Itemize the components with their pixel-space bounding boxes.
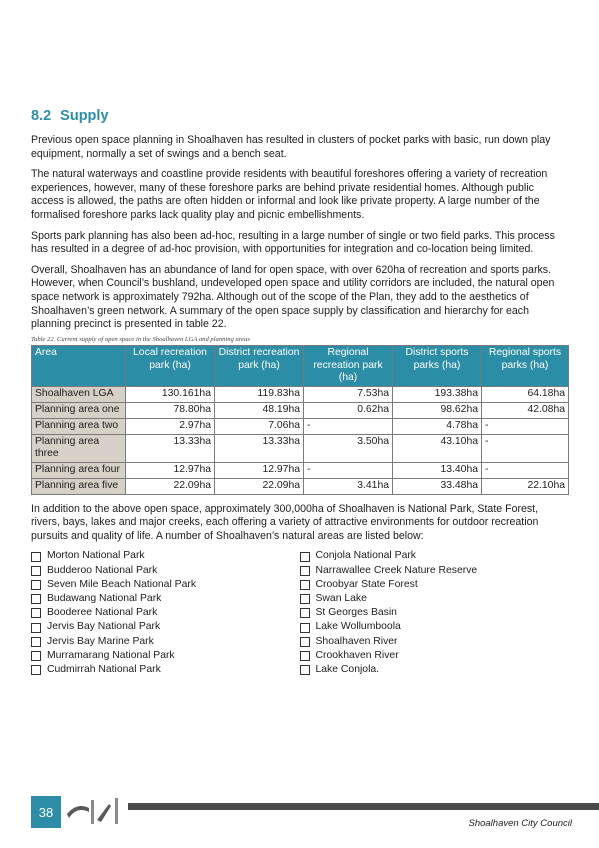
table-cell: 130.161ha <box>126 387 215 403</box>
table-row <box>32 418 569 434</box>
checkbox-icon <box>300 651 310 661</box>
table-cell: 3.50ha <box>304 434 393 463</box>
checkbox-icon <box>31 623 41 633</box>
checkbox-icon <box>300 580 310 590</box>
table-cell: 78.80ha <box>126 402 215 418</box>
table-row <box>32 434 569 463</box>
list-item <box>300 549 569 563</box>
list-item-label: Lake Conjola. <box>315 664 380 676</box>
table-cell: 4.78ha <box>393 418 482 434</box>
checkbox-icon <box>300 637 310 647</box>
list-item-label: Budawang National Park <box>47 593 162 605</box>
checkbox-icon <box>300 608 310 618</box>
paragraph-4: Overall, Shoalhaven has an abundance of land for open space, with over 620ha of recreation and sports parks. However, when Council’s bushland, undeveloped open space and utility corridors are included, the natural open space network is approximately 792ha. Although out of the scope of the Plan, they add to the aesthetics of Shoalhaven’s green network. A summary of the open space supply by classification and hierarchy for each planning precinct is presented in table 22. <box>31 263 555 331</box>
list-item <box>31 663 300 677</box>
footer-bar <box>128 803 599 810</box>
area-cell: Planning area four <box>32 463 126 479</box>
list-item <box>31 649 300 663</box>
list-item-label: Murramarang National Park <box>47 649 175 661</box>
checkbox-icon <box>300 594 310 604</box>
table-cell: 22.10ha <box>482 478 569 494</box>
list-item <box>31 564 300 578</box>
checkbox-icon <box>300 623 310 633</box>
page-content <box>31 108 568 677</box>
list-item-label: Conjola National Park <box>315 550 416 562</box>
table-row <box>32 463 569 479</box>
list-item-label: St Georges Basin <box>315 607 397 619</box>
table-cell: 22.09ha <box>215 478 304 494</box>
list-item-label: Shoalhaven River <box>315 635 398 647</box>
list-item-label: Budderoo National Park <box>47 564 158 576</box>
list-item <box>300 564 569 578</box>
checkbox-icon <box>31 637 41 647</box>
table-cell: 13.33ha <box>215 434 304 463</box>
list-item-label: Jervis Bay National Park <box>47 621 161 633</box>
checkbox-icon <box>300 665 310 675</box>
checkbox-icon <box>300 552 310 562</box>
area-cell: Shoalhaven LGA <box>32 387 126 403</box>
table-cell: 7.53ha <box>304 387 393 403</box>
list-item <box>300 663 569 677</box>
table-cell: 7.06ha <box>215 418 304 434</box>
list-item <box>300 620 569 634</box>
list-item-label: Croobyar State Forest <box>315 578 418 590</box>
area-cell: Planning area five <box>32 478 126 494</box>
table-cell: 12.97ha <box>126 463 215 479</box>
natural-areas-list-left <box>31 549 300 677</box>
table-cell: 22.09ha <box>126 478 215 494</box>
table-cell: 13.33ha <box>126 434 215 463</box>
header-district-sports: District sports parks (ha) <box>393 345 482 386</box>
list-item <box>300 578 569 592</box>
paragraph-3: Sports park planning has also been ad-hoc, resulting in a large number of single or two field parks. This process has resulted in a degree of ad-hoc provision, with opportunities for integration and co-location being limited. <box>31 229 555 256</box>
table-cell: 33.48ha <box>393 478 482 494</box>
header-district-recreation: District recreation park (ha) <box>215 345 304 386</box>
list-item-label: Seven Mile Beach National Park <box>47 578 197 590</box>
list-item-label: Booderee National Park <box>47 607 158 619</box>
open-space-supply-table <box>31 345 569 495</box>
area-cell: Planning area one <box>32 402 126 418</box>
list-item <box>300 635 569 649</box>
list-item <box>31 620 300 634</box>
section-heading <box>31 108 568 124</box>
council-logo-icon <box>65 794 125 831</box>
footer-council-name: Shoalhaven City Council <box>468 818 572 829</box>
table-cell: 13.40ha <box>393 463 482 479</box>
checkbox-icon <box>31 608 41 618</box>
table-cell: - <box>304 418 393 434</box>
list-item <box>31 592 300 606</box>
table-cell: 193.38ha <box>393 387 482 403</box>
area-cell: Planning area two <box>32 418 126 434</box>
header-regional-sports: Regional sports parks (ha) <box>482 345 569 386</box>
list-item <box>31 606 300 620</box>
table-cell: 119.83ha <box>215 387 304 403</box>
paragraph-1: Previous open space planning in Shoalhaven has resulted in clusters of pocket parks with basic, run down play equipment, normally a set of swings and a bench seat. <box>31 134 551 160</box>
list-item-label: Jervis Bay Marine Park <box>47 635 154 647</box>
list-item <box>31 578 300 592</box>
list-item-label: Crookhaven River <box>315 649 399 661</box>
page-number: 38 <box>31 796 61 828</box>
checkbox-icon <box>31 566 41 576</box>
list-item-label: Lake Wollumboola <box>315 621 401 633</box>
table-row <box>32 402 569 418</box>
table-cell: 0.62ha <box>304 402 393 418</box>
table-cell: - <box>304 463 393 479</box>
list-item <box>31 549 300 563</box>
header-area: Area <box>32 345 126 386</box>
table-header-row <box>32 345 569 386</box>
section-number: 8.2 <box>31 108 52 124</box>
paragraph-after-table: In addition to the above open space, approximately 300,000ha of Shoalhaven is National Park, State Forest, rivers, bays, lakes and major creeks, each offering a variety of attractive environments for outdoor recreation pursuits and quality of life. A number of Shoalhaven’s natural areas are listed below: <box>31 502 539 542</box>
list-item <box>300 649 569 663</box>
checkbox-icon <box>31 651 41 661</box>
checkbox-icon <box>31 552 41 562</box>
checkbox-icon <box>31 665 41 675</box>
table-cell: - <box>482 434 569 463</box>
table-cell: 98.62ha <box>393 402 482 418</box>
table-cell: - <box>482 463 569 479</box>
list-item-label: Cudmirrah National Park <box>47 664 161 676</box>
table-cell: 2.97ha <box>126 418 215 434</box>
checkbox-icon <box>31 594 41 604</box>
checkbox-icon <box>31 580 41 590</box>
table-row <box>32 478 569 494</box>
table-cell: - <box>482 418 569 434</box>
table-cell: 64.18ha <box>482 387 569 403</box>
list-item-label: Narrawallee Creek Nature Reserve <box>315 564 478 576</box>
table-cell: 48.19ha <box>215 402 304 418</box>
list-item-label: Swan Lake <box>315 593 367 605</box>
section-title: Supply <box>60 108 109 124</box>
list-item <box>300 606 569 620</box>
table-caption: Table 22. Current supply of open space in the Shoalhaven LGA and planning areas <box>31 335 250 343</box>
table-cell: 3.41ha <box>304 478 393 494</box>
natural-areas-lists <box>31 549 568 677</box>
checkbox-icon <box>300 566 310 576</box>
paragraph-2: The natural waterways and coastline provide residents with beautiful foreshores offering a variety of recreation experiences, however, many of these foreshore parks are behind private residential homes. Although public access is allowed, the paths are often hidden or informal and look like private property. A large number of the formalised foreshore parks lack quality play and picnic embellishments. <box>31 168 548 221</box>
table-cell: 12.97ha <box>215 463 304 479</box>
table-row <box>32 387 569 403</box>
list-item-label: Morton National Park <box>47 550 145 562</box>
header-regional-recreation: Regional recreation park (ha) <box>304 345 393 386</box>
table-cell: 43.10ha <box>393 434 482 463</box>
header-local-recreation: Local recreation park (ha) <box>126 345 215 386</box>
area-cell: Planning area three <box>32 434 126 463</box>
table-cell: 42.08ha <box>482 402 569 418</box>
list-item <box>300 592 569 606</box>
natural-areas-list-right <box>300 549 569 677</box>
list-item <box>31 635 300 649</box>
